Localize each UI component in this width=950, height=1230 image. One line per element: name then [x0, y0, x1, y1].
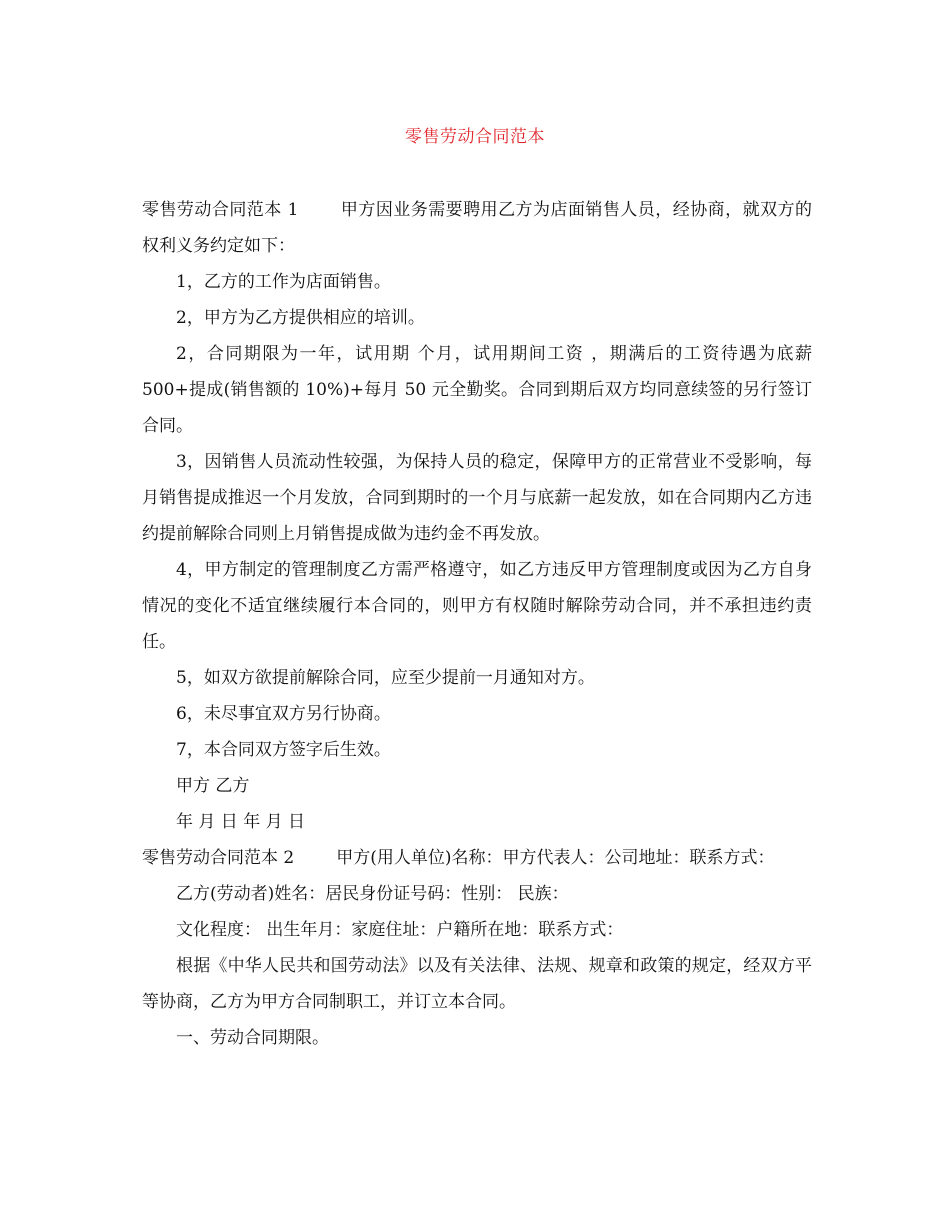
- clause-7: 7，本合同双方签字后生效。: [176, 740, 391, 760]
- document-title: 零售劳动合同范本: [405, 127, 545, 147]
- employee-info: 乙方(劳动者)姓名：居民身份证号码：性别： 民族：: [176, 884, 569, 904]
- section-1-intro: 甲方因业务需要聘用乙方为店面销售人员，经协商，就双方的权利义务约定如下：: [142, 200, 812, 256]
- section-2-intro: 甲方(用人单位)名称：甲方代表人：公司地址：联系方式：: [336, 848, 775, 868]
- clause-6: 6，未尽事宜双方另行协商。: [176, 704, 391, 724]
- document-body: [142, 192, 812, 1056]
- section-2-opening: [142, 840, 812, 876]
- clause-1: 1，乙方的工作为店面销售。: [176, 272, 391, 292]
- signature-parties: 甲方 乙方: [176, 776, 250, 796]
- section-heading-term: 一、劳动合同期限。: [176, 1028, 329, 1048]
- clause-2-training: 2，甲方为乙方提供相应的培训。: [176, 308, 425, 328]
- legal-basis: 根据《中华人民共和国劳动法》以及有关法律、法规、规章和政策的规定，经双方平等协商，乙方为甲方合同制职工，并订立本合同。: [142, 956, 812, 1012]
- section-1-heading: 零售劳动合同范本 1: [142, 200, 299, 220]
- section-2-heading: 零售劳动合同范本 2: [142, 848, 295, 868]
- employee-details: 文化程度： 出生年月：家庭住址：户籍所在地：联系方式：: [176, 920, 624, 940]
- clause-2-term: 2，合同期限为一年，试用期 个月，试用期间工资 ，期满后的工资待遇为底薪 500+提成(销售额的 10%)+每月 50 元全勤奖。合同到期后双方均同意续签的另行签订合同。: [142, 344, 812, 436]
- section-1-opening: [142, 192, 812, 264]
- clause-3: 3，因销售人员流动性较强，为保持人员的稳定，保障甲方的正常营业不受影响，每月销售提成推迟一个月发放，合同到期时的一个月与底薪一起发放，如在合同期内乙方违约提前解除合同则上月销售提成做为违约金不再发放。: [142, 452, 812, 544]
- signature-dates: 年 月 日 年 月 日: [176, 812, 306, 832]
- clause-4: 4，甲方制定的管理制度乙方需严格遵守，如乙方违反甲方管理制度或因为乙方自身情况的变化不适宜继续履行本合同的，则甲方有权随时解除劳动合同，并不承担违约责任。: [142, 560, 812, 652]
- clause-5: 5，如双方欲提前解除合同，应至少提前一月通知对方。: [176, 668, 595, 688]
